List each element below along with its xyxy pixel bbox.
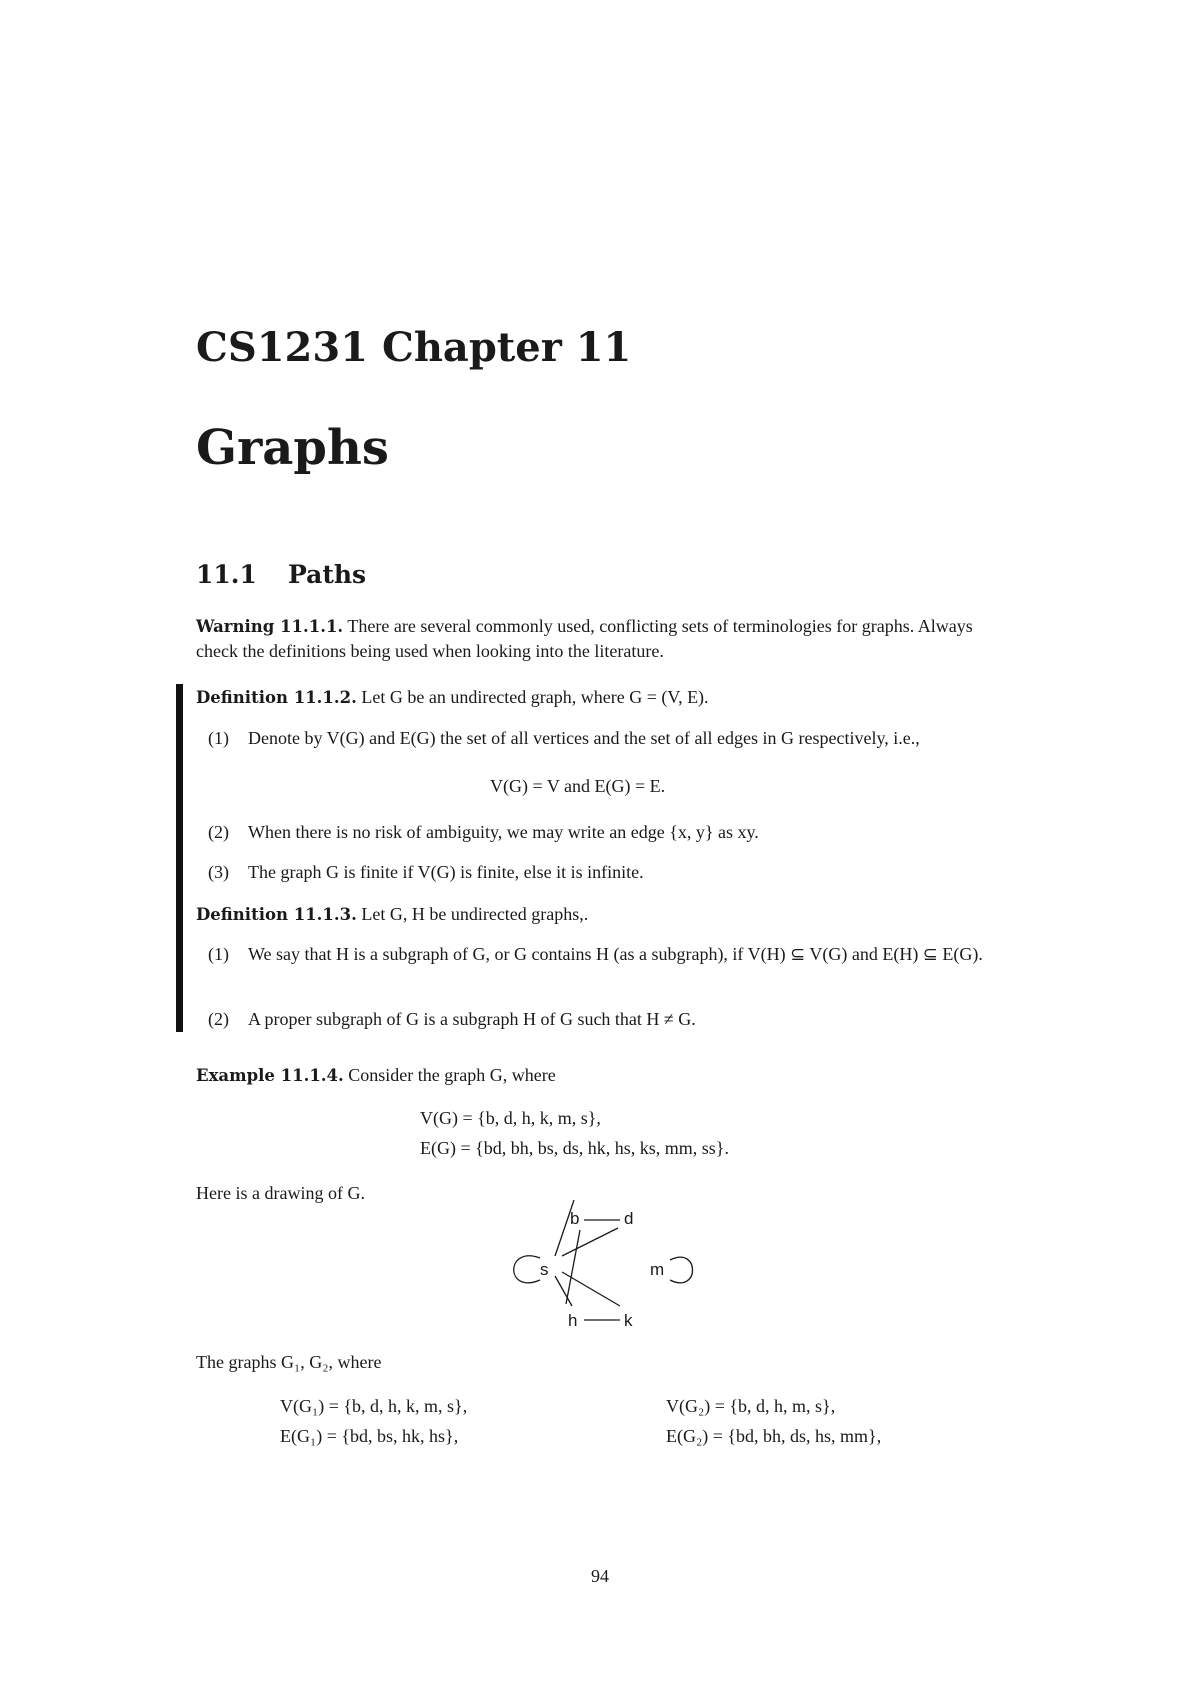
g2-edge-set: E(G₂) = {bd, bh, ds, hs, mm}, [666, 1426, 882, 1446]
definition-2-label: Definition 11.1.3. [196, 905, 357, 924]
chapter-title: Graphs [196, 420, 389, 476]
drawing-caption: Here is a drawing of G. [196, 1183, 365, 1203]
vertex-m: m [650, 1260, 665, 1279]
item-text: We say that H is a subgraph of G, or G contains H (as a subgraph), if V(H) ⊆ V(G) and E(H) ⊆ E(G). [248, 944, 983, 964]
item-text: The graph G is finite if V(G) is finite, else it is infinite. [248, 862, 644, 882]
vertex-h: h [568, 1311, 578, 1330]
example-intro-text: Consider the graph G, where [348, 1065, 556, 1085]
section-title: Paths [288, 560, 367, 589]
definition-1-item-2 [208, 820, 1018, 845]
vertex-d: d [624, 1209, 634, 1228]
definition-1-item-3 [208, 860, 1018, 885]
edge-hs [555, 1276, 572, 1306]
definition-margin-bar [176, 900, 183, 1032]
edge-bh [566, 1230, 580, 1304]
definition-2-intro-text: Let G, H be undirected graphs,. [361, 904, 589, 924]
subgraphs-intro: The graphs G₁, G₂, where [196, 1352, 382, 1372]
item-number: (1) [208, 728, 229, 748]
definition-2-item-2 [208, 1007, 1018, 1032]
chapter-heading: CS1231 Chapter 11 [196, 324, 632, 371]
item-number: (3) [208, 862, 229, 882]
loop-ss [514, 1256, 540, 1283]
warning-paragraph [196, 614, 1016, 664]
definition-margin-bar [176, 684, 183, 922]
example-label: Example 11.1.4. [196, 1066, 344, 1085]
example-intro [196, 1063, 1016, 1088]
example-vertex-set: V(G) = {b, d, h, k, m, s}, [420, 1108, 601, 1128]
edge-ks [562, 1272, 620, 1306]
section-heading [196, 562, 366, 587]
definition-1-item-1 [208, 726, 1018, 751]
graph-drawing [500, 1200, 710, 1330]
item-text: A proper subgraph of G is a subgraph H of G such that H ≠ G. [248, 1009, 696, 1029]
vertex-b: b [570, 1209, 580, 1228]
item-text: Denote by V(G) and E(G) the set of all vertices and the set of all edges in G respectively, i.e., [248, 728, 920, 748]
definition-1-display-equation: V(G) = V and E(G) = E. [490, 776, 666, 796]
edge-ds [562, 1228, 618, 1256]
definition-1-label: Definition 11.1.2. [196, 688, 357, 707]
definition-1-intro [196, 685, 1016, 710]
definition-2-item-1 [208, 942, 1018, 967]
g1-edge-set: E(G₁) = {bd, bs, hk, hs}, [280, 1426, 459, 1446]
loop-mm [670, 1257, 693, 1283]
section-number: 11.1 [196, 560, 257, 589]
example-edge-set: E(G) = {bd, bh, bs, ds, hk, hs, ks, mm, ss}. [420, 1138, 729, 1158]
item-number: (1) [208, 944, 229, 964]
definition-2-intro [196, 902, 1016, 927]
g2-vertex-set: V(G₂) = {b, d, h, m, s}, [666, 1396, 836, 1416]
g1-vertex-set: V(G₁) = {b, d, h, k, m, s}, [280, 1396, 468, 1416]
definition-1-intro-text: Let G be an undirected graph, where G = (V, E). [361, 687, 709, 707]
page-number: 94 [591, 1566, 609, 1586]
vertex-s: s [540, 1260, 549, 1279]
item-text: When there is no risk of ambiguity, we may write an edge {x, y} as xy. [248, 822, 759, 842]
warning-label: Warning 11.1.1. [196, 617, 344, 636]
item-number: (2) [208, 822, 229, 842]
warning-text: There are several commonly used, conflicting sets of terminologies for graphs. Always check the definitions being used when looking into the literature. [196, 616, 973, 661]
item-number: (2) [208, 1009, 229, 1029]
vertex-k: k [624, 1311, 633, 1330]
